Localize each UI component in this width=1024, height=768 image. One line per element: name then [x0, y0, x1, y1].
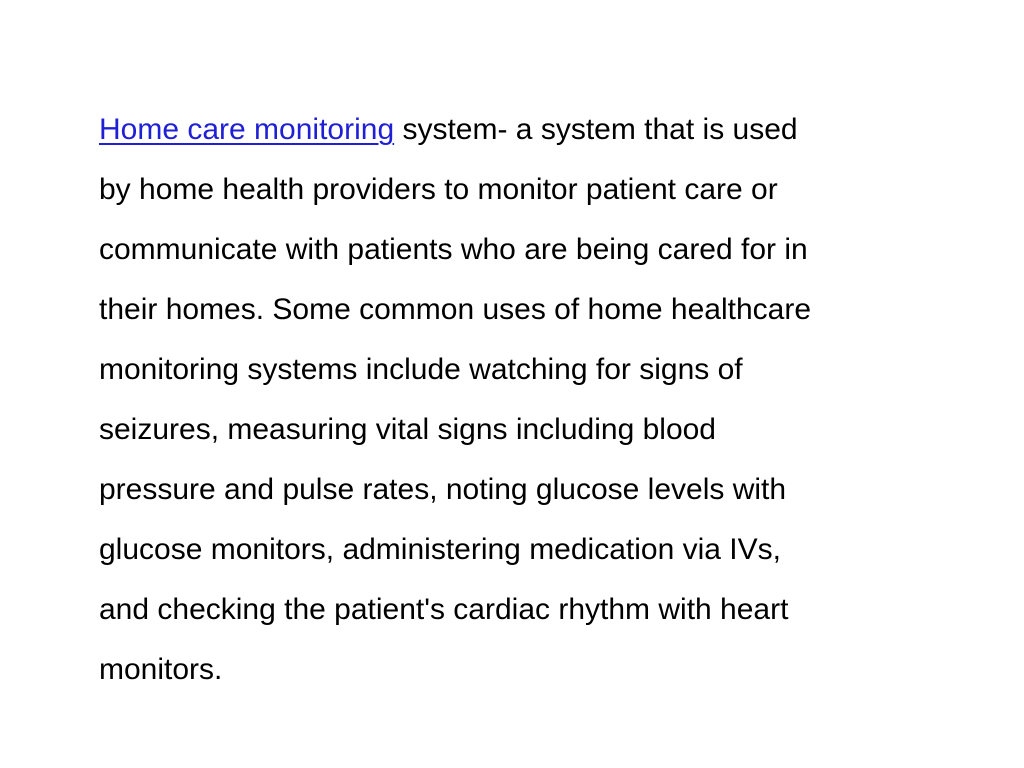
paragraph-line-9: and checking the patient's cardiac rhythm with heart	[99, 593, 789, 626]
paragraph-line-4: their homes. Some common uses of home healthcare	[99, 293, 812, 326]
paragraph-line-6: seizures, measuring vital signs including blood	[99, 413, 716, 446]
paragraph-line-7: pressure and pulse rates, noting glucose levels with	[99, 473, 787, 506]
paragraph-line-5: monitoring systems include watching for signs of	[99, 353, 743, 386]
definition-paragraph	[99, 100, 959, 700]
first-line-text: system- a system that is used	[394, 113, 798, 146]
paragraph-line-1	[99, 100, 959, 160]
paragraph-line-2: by home health providers to monitor patient care or	[99, 173, 778, 206]
paragraph-line-10: monitors.	[99, 653, 223, 686]
paragraph-line-3: communicate with patients who are being cared for in	[99, 233, 808, 266]
paragraph-line-8: glucose monitors, administering medication via IVs,	[99, 533, 781, 566]
home-care-monitoring-link[interactable]: Home care monitoring	[99, 113, 395, 146]
